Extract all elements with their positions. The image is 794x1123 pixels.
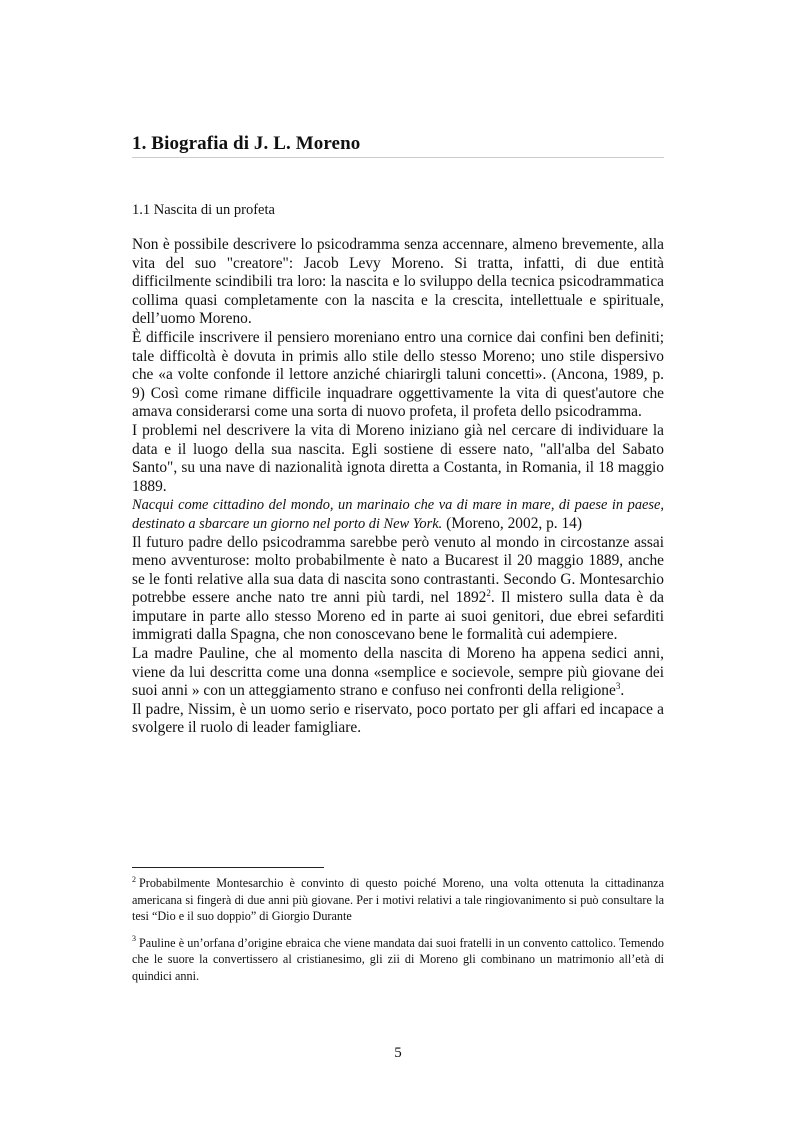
footnote-2 (132, 875, 664, 925)
paragraph-5 (132, 645, 664, 701)
paragraph-5-text-a: La madre Pauline, che al momento della nascita di Moreno ha appena sedici anni, viene da lui descritta come una donna «semplice e socievole, sempre più giovane dei suoi anni » con un atteggiamento strano e confuso nei confronti della religione (132, 645, 664, 700)
page-number: 5 (394, 1045, 402, 1061)
body-text (132, 236, 664, 738)
footnote-2-mark: 2 (132, 874, 136, 884)
chapter-title: 1. Biografia di J. L. Moreno (132, 133, 361, 154)
footnotes (132, 875, 664, 994)
chapter-title-rule (132, 157, 664, 158)
paragraph-6: Il padre, Nissim, è un uomo serio e riservato, poco portato per gli affari ed incapace a svolgere il ruolo di leader famigliare. (132, 700, 664, 737)
quote-citation: (Moreno, 2002, p. 14) (442, 514, 582, 532)
paragraph-4-text-b: . Il mistero sulla data è da imputare in parte allo stesso Moreno ed in parte ai suoi genitori, due ebrei sefarditi immigrati dalla Spagna, che non conoscevano bene le formalità cui adempiere. (132, 589, 664, 644)
paragraph-5-text-b: . (620, 682, 625, 700)
footnote-ref-3[interactable]: 3 (615, 681, 621, 692)
footnote-2-text: Probabilmente Montesarchio è convinto di questo poiché Moreno, una volta ottenuta la cittadinanza americana si fingerà di due anni più giovane. Per i motivi relativi a tale ringiovanimento si può consultare la tesi “Dio e il suo doppio” di Giorgio Durante (132, 876, 664, 923)
paragraph-4 (132, 534, 664, 646)
paragraph-1: Non è possibile descrivere lo psicodramma senza accennare, almeno brevemente, alla vita del suo "creatore": Jacob Levy Moreno. Si tratta, infatti, di due entità difficilmente scindibili tra loro: la nascita e lo sviluppo della tecnica psicodrammatica collima quasi completamente con la nascita e la crescita, intellettuale e spirituale, dell’uomo Moreno. (132, 236, 664, 328)
footnote-separator (132, 867, 324, 868)
footnote-3-mark: 3 (132, 934, 136, 944)
paragraph-3: I problemi nel descrivere la vita di Moreno iniziano già nel cercare di individuare la data e il luogo della sua nascita. Egli sostiene di essere nato, "all'alba del Sabato Santo", su una nave di nazionalità ignota diretta a Costanta, in Romania, il 18 maggio 1889. (132, 421, 664, 495)
section-heading: 1.1 Nascita di un profeta (132, 202, 275, 218)
paragraph-4-text-a: Il futuro padre dello psicodramma sarebbe però venuto al mondo in circostanze assai meno avventurose: molto probabilmente è nato a Bucarest il 20 maggio 1889, anche se le fonti relative alla sua data di nascita sono contrastanti. Secondo G. Montesarchio potrebbe essere anche nato tre anni più tardi, nel 1892 (132, 533, 664, 607)
paragraph-2: È difficile inscrivere il pensiero moreniano entro una cornice dai confini ben definiti; tale difficoltà è dovuta in primis allo stile dello stesso Moreno; uno stile dispersivo che «a volte confonde il lettore anziché chiarirgli taluni concetti». (Ancona, 1989, p. 9) Così come rimane difficile inquadrare oggettivamente la vita di quest'autore che amava considerarsi come una sorta di nuovo profeta, il profeta dello psicodramma. (132, 328, 664, 421)
footnote-3-text: Pauline è un’orfana d’origine ebraica che viene mandata dai suoi fratelli in un convento cattolico. Temendo che le suore la convertissero al cristianesimo, gli zii di Moreno gli combinano un matrimonio all’età di quindici anni. (132, 935, 664, 983)
document-page (132, 0, 664, 1123)
quote-paragraph (132, 496, 664, 533)
footnote-3 (132, 935, 664, 985)
quote-text: Nacqui come cittadino del mondo, un marinaio che va di mare in mare, di paese in paese, destinato a sbarcare un giorno nel porto di New York. (132, 497, 664, 532)
footnote-ref-2[interactable]: 2 (486, 588, 491, 599)
